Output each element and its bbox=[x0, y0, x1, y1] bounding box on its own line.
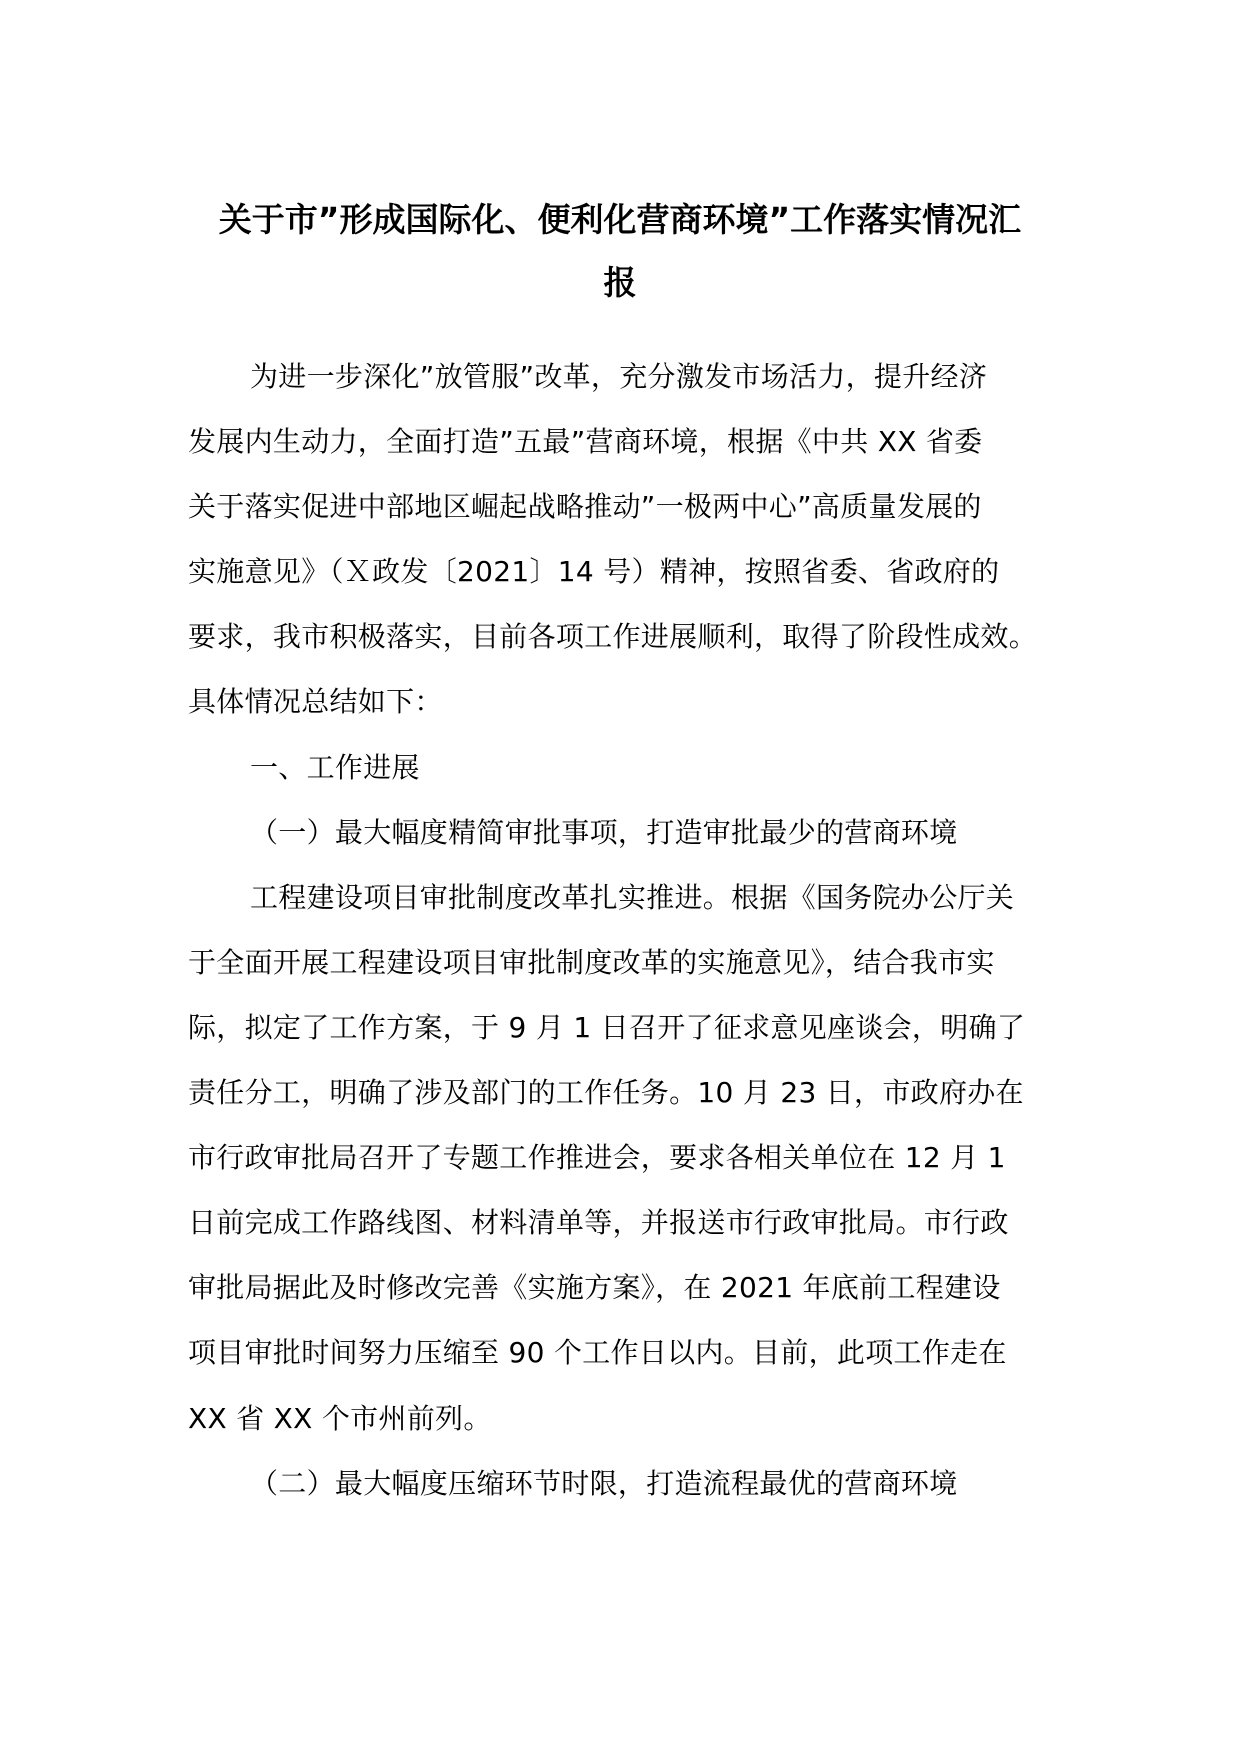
paragraph-project-line: 责任分工，明确了涉及部门的工作任务。10 月 23 日，市政府办在 bbox=[188, 1076, 1024, 1110]
paragraph-intro-line: 发展内生动力，全面打造”五最”营商环境，根据《中共 XX 省委 bbox=[188, 425, 983, 459]
subsection-heading-1: （一）最大幅度精简审批事项，打造审批最少的营商环境 bbox=[250, 815, 958, 849]
subsection-heading-2: （二）最大幅度压缩环节时限，打造流程最优的营商环境 bbox=[250, 1466, 958, 1500]
paragraph-project-line: 于全面开展工程建设项目审批制度改革的实施意见》，结合我市实 bbox=[188, 945, 995, 979]
section-heading: 一、工作进展 bbox=[250, 750, 420, 784]
paragraph-intro-line: 具体情况总结如下： bbox=[188, 685, 443, 719]
paragraph-project-line: XX 省 XX 个市州前列。 bbox=[188, 1401, 492, 1435]
document-title-line-2: 报 bbox=[603, 263, 637, 302]
paragraph-intro-line: 关于落实促进中部地区崛起战略推动”一极两中心”高质量发展的 bbox=[188, 490, 982, 524]
paragraph-intro-line: 要求，我市积极落实，目前各项工作进展顺利，取得了阶段性成效。 bbox=[188, 620, 1038, 654]
paragraph-intro-line: 实施意见》（Ｘ政发〔2021〕14 号）精神，按照省委、省政府的 bbox=[188, 555, 1000, 589]
paragraph-intro-line: 为进一步深化”放管服”改革，充分激发市场活力，提升经济 bbox=[250, 360, 988, 393]
paragraph-project-line: 项目审批时间努力压缩至 90 个工作日以内。目前，此项工作走在 bbox=[188, 1336, 1007, 1370]
document-body bbox=[188, 357, 1068, 1529]
paragraph-project-line: 际，拟定了工作方案，于 9 月 1 日召开了征求意见座谈会，明确了 bbox=[188, 1010, 1026, 1044]
document-title-line-1: 关于市”形成国际化、便利化营商环境”工作落实情况汇 bbox=[218, 200, 1022, 239]
paragraph-project-line: 审批局据此及时修改完善《实施方案》，在 2021 年底前工程建设 bbox=[188, 1271, 1001, 1305]
paragraph-project-line: 市行政审批局召开了专题工作推进会，要求各相关单位在 12 月 1 bbox=[188, 1141, 1006, 1175]
paragraph-project-line: 日前完成工作路线图、材料清单等，并报送市行政审批局。市行政 bbox=[188, 1206, 1009, 1240]
paragraph-project-line: 工程建设项目审批制度改革扎实推进。根据《国务院办公厅关 bbox=[250, 880, 1015, 914]
